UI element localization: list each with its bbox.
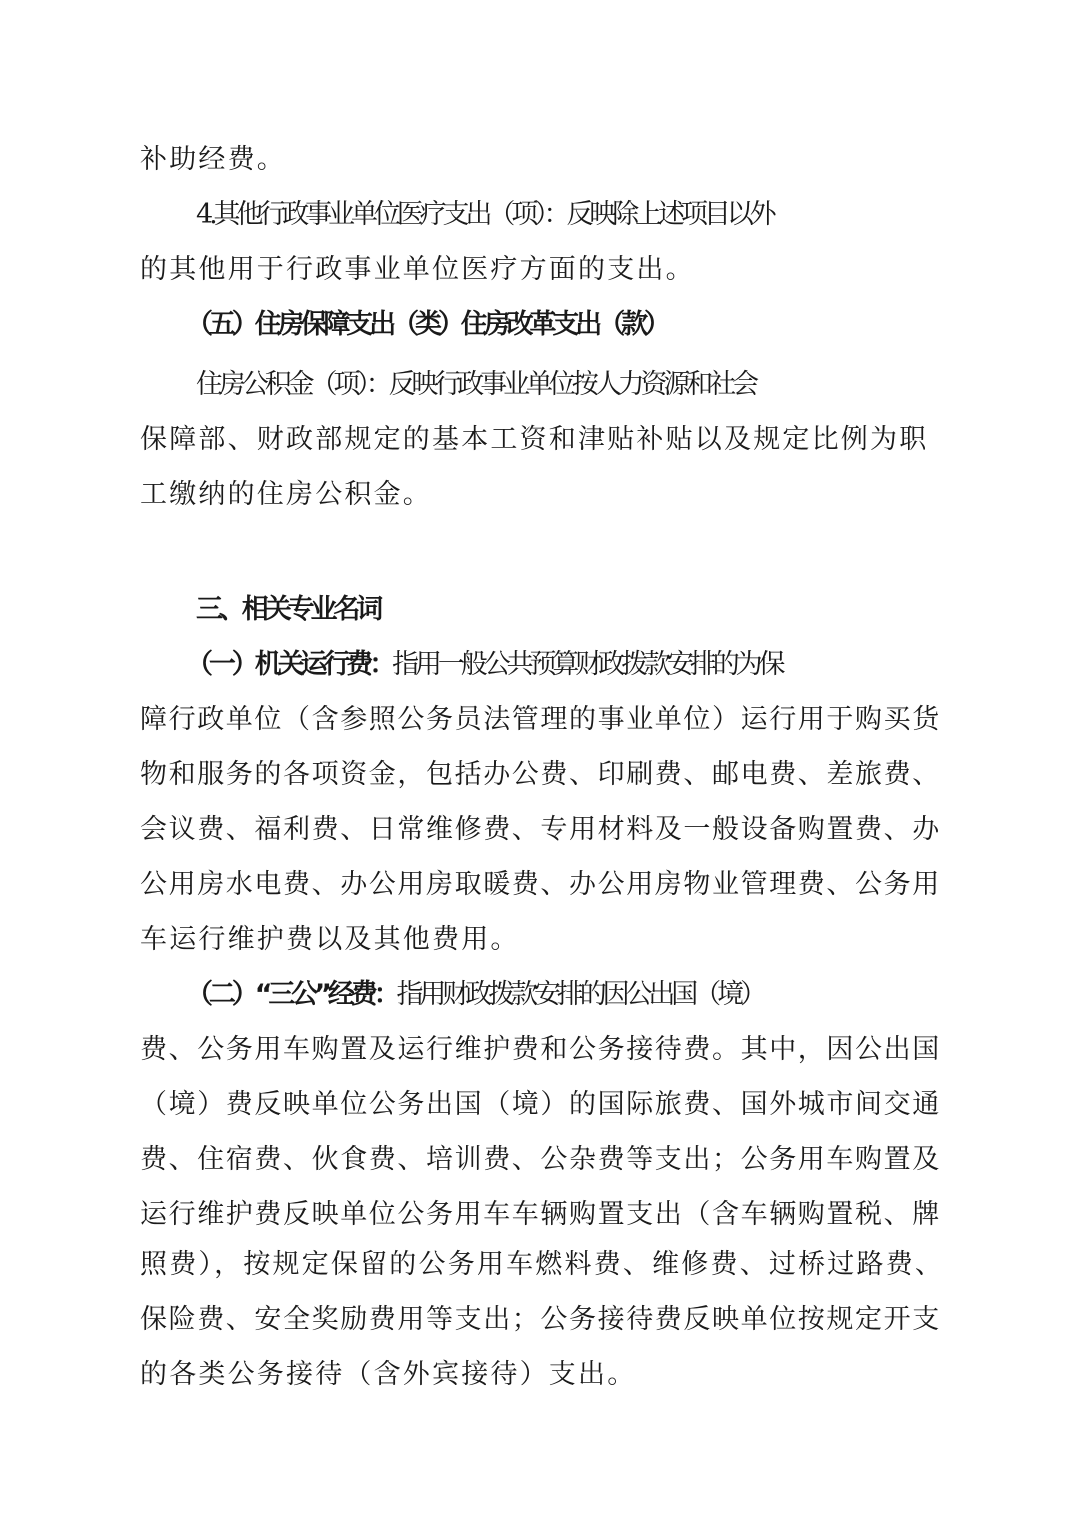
paragraph-line: 住房公积金（项）：反映行政事业单位按人力资源和社会 — [196, 369, 755, 400]
chapter-heading: 三、相关专业名词 — [196, 594, 380, 625]
paragraph-line: 照费），按规定保留的公务用车燃料费、维修费、过桥过路费、 — [140, 1249, 945, 1280]
term-label: （一）机关运行费： — [186, 649, 393, 680]
paragraph-line: 4.其他行政事业单位医疗支出（项）：反映除上述项目以外 — [196, 199, 773, 230]
term-definition-line — [186, 977, 986, 1013]
paragraph-line: 工缴纳的住房公积金。 — [140, 479, 432, 510]
term-text: 指用财政拨款安排的因公出国（境） — [396, 979, 763, 1010]
paragraph-line: 保障部、财政部规定的基本工资和津贴补贴以及规定比例为职 — [140, 424, 929, 455]
term-text: 指用一般公共预算财政拨款安排的为保 — [392, 649, 782, 680]
paragraph-line: 车运行维护费以及其他费用。 — [140, 924, 520, 955]
paragraph-line: 物和服务的各项资金，包括办公费、印刷费、邮电费、差旅费、 — [140, 759, 941, 790]
paragraph-line: 运行维护费反映单位公务用车车辆购置支出（含车辆购置税、牌 — [140, 1199, 941, 1230]
paragraph-line: 保险费、安全奖励费用等支出；公务接待费反映单位按规定开支 — [140, 1304, 941, 1335]
paragraph-line: 的其他用于行政事业单位医疗方面的支出。 — [140, 254, 695, 285]
paragraph-line: （境）费反映单位公务出国（境）的国际旅费、国外城市间交通 — [140, 1089, 941, 1120]
paragraph-line: 费、公务用车购置及运行维护费和公务接待费。其中，因公出国 — [140, 1034, 941, 1065]
term-label: （二）“三公”经费： — [186, 979, 397, 1010]
section-heading: （五）住房保障支出（类）住房改革支出（款） — [186, 309, 667, 340]
paragraph-line: 的各类公务接待（含外宾接待）支出。 — [140, 1359, 637, 1390]
paragraph-line: 障行政单位（含参照公务员法管理的事业单位）运行用于购买货 — [140, 704, 941, 735]
paragraph-line: 补助经费。 — [140, 144, 286, 175]
term-definition-line — [186, 647, 986, 683]
paragraph-line: 会议费、福利费、日常维修费、专用材料及一般设备购置费、办 — [140, 814, 941, 845]
paragraph-line: 费、住宿费、伙食费、培训费、公杂费等支出；公务用车购置及 — [140, 1144, 941, 1175]
paragraph-line: 公用房水电费、办公用房取暖费、办公用房物业管理费、公务用 — [140, 869, 941, 900]
